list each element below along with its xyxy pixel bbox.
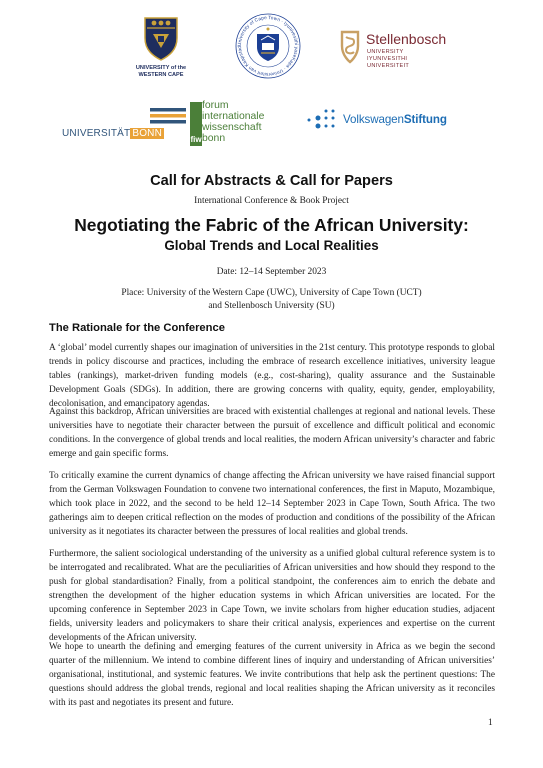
uwc-name-line1: UNIVERSITY of the [135,65,187,71]
conference-date: Date: 12–14 September 2023 [216,267,327,277]
place-line2: and Stellenbosch University (SU) [208,301,335,311]
page-title: Negotiating the Fabric of the African University: [74,215,469,235]
bonn-text-part2: BONN [132,128,163,139]
fiw-logo [190,100,286,146]
uwc-crest-icon [141,14,181,62]
place-line1: Place: University of the Western Cape (UWC), University of Cape Town (UCT) [121,288,422,298]
vw-text-part1: Volkswagen [343,113,404,126]
fiw-badge-icon [190,102,202,146]
uwc-logo [128,14,194,79]
uct-ring-text: University of Cape Town · Iyunivesithi yaseKapa · Universiteit van Kaapstad [236,14,300,78]
stellenbosch-line1: UNIVERSITY [367,49,404,55]
project-line: International Conference & Book Project [194,196,349,206]
paragraph-2: Against this backdrop, African universities are braced with existential challenges at regional and national levels. These universities have to negotiate their character between the pursuit of excellence and difficult political and economic conditions. In the convergence of global trends and local realities, the modern African university’s character and fabric emerge and gain specific forms. [49,407,495,459]
stellenbosch-line3: UNIVERSITEIT [367,62,410,69]
stellenbosch-logo [336,28,446,70]
paragraph-3: To critically examine the current dynamics of change affecting the African university we have raised financial support from the German Volkswagen Foundation to convene two international conferences, the first in Maputo, Mozambique, which took place in 2022, and the second to be held 12–14 September 2023 in Cape Town, South Africa. The two gatherings aim to deepen critical reflection on the modes of production and conditions of the possibility of the African university as it negotiates its character between the pressures of local realities and global trends. [49,471,495,537]
vw-text-part2: Stiftung [403,113,447,126]
stellenbosch-name: Stellenbosch [366,31,447,47]
uct-seal-icon [234,12,302,80]
fiw-line4: bonn [202,133,226,145]
call-heading: Call for Abstracts & Call for Papers [150,173,393,189]
page-number: 1 [488,718,493,728]
volkswagen-stiftung-logo [304,108,456,132]
bonn-text-part1: UNIVERSITÄT [62,128,131,139]
fiw-line2: internationale [202,111,265,123]
uwc-name-line2: WESTERN CAPE [138,71,184,78]
paragraph-4: Furthermore, the salient sociological understanding of the university as a unified global cultural reference system is to be interrogated and recalibrated. What are the peculiarities of African universities and how should they respond to the push for global standardisation? Finally, from a political standpoint, the conferences aim to enrich the debate and strengthen the development of the higher education systems in which African universities are located. For the upcoming conference in September 2023 in Cape Town, we invite scholars from higher education studies, adjacent fields, university leaders and policymakers to share their critical analysis, experiences and expertise on the current developments of the African university. [49,549,495,643]
paragraph-5: We hope to unearth the defining and emerging features of the current university in Africa as we begin the second quarter of the millennium. We intend to combine different lines of inquiry and understanding of African universities’ organisational, institutional, and systemic features. We invite contributions that help ask the pertinent questions: The questions should address the global trends, regional and local realities shaping the African university as it reconciles with its past and negotiates its present and future. [49,642,495,708]
volkswagen-dots-icon [304,108,340,132]
fiw-line1: forum [202,100,229,111]
fiw-line3: wissenschaft [202,122,262,134]
paragraph-1: A ‘global’ model currently shapes our imagination of universities in the 21st century. This prototype responds to global trends in policy discourse and practices, including the embrace of research excellence initiatives, university league tables (rankings), market-driven funding models (e.g., cost-sharing), quality assurance and the Sustainable Development Goals (SDGs). In addition, there are growing concerns with quality, equity, gender, employability, decolonisation, and emancipatory agendas. [49,343,495,409]
stellenbosch-mark-icon [336,28,364,68]
bonn-logo [60,106,196,144]
stellenbosch-line2: IYUNIVESITHI [367,55,408,62]
section-heading: The Rationale for the Conference [49,322,225,334]
conference-place [0,287,543,313]
page-subtitle: Global Trends and Local Realities [164,238,379,253]
fiw-badge-text: fiw [190,135,202,144]
bonn-stripes-icon [150,106,186,126]
uct-logo [234,12,302,80]
